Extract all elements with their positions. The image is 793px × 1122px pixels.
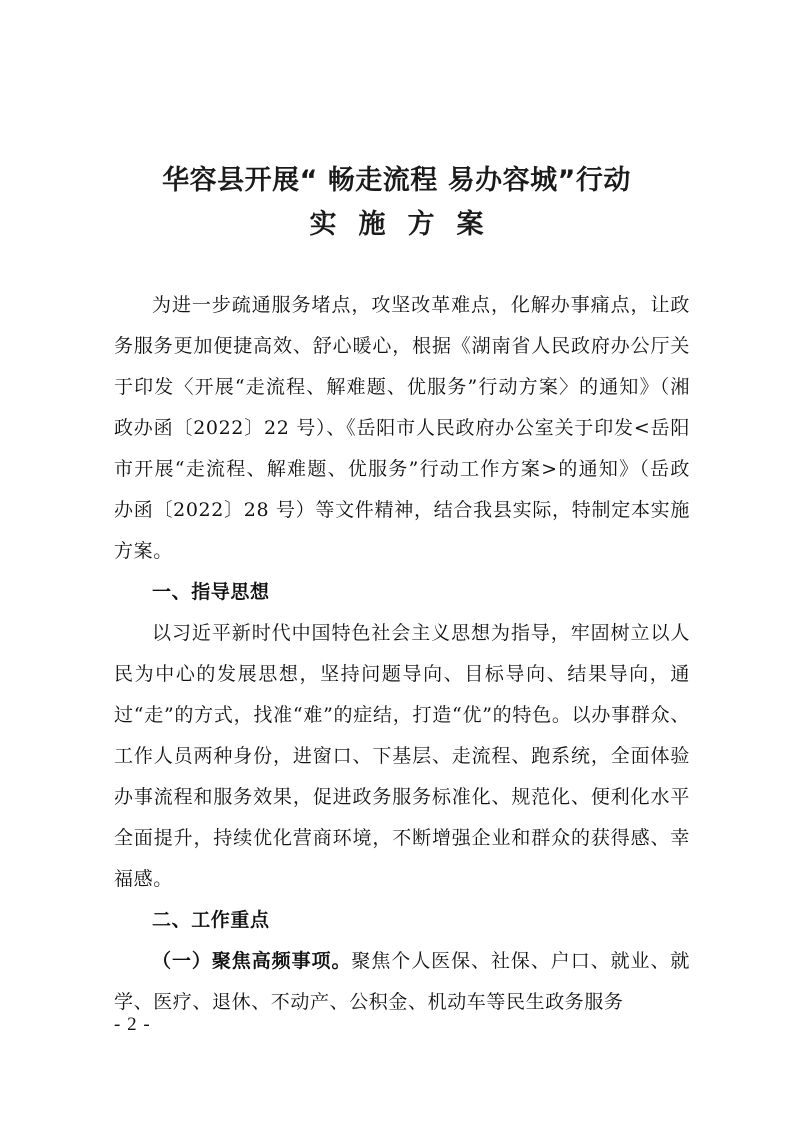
guiding-ideology-paragraph: 以习近平新时代中国特色社会主义思想为指导，牢固树立以人民为中心的发展思想，坚持问题导向、目标导向、结果导向，通过“走”的方式，找准“难”的症结，打造“优”的特色。以办事群众、工作人员两种身份，进窗口、下基层、走流程、跑系统，全面体验办事流程和服务效果，促进政务服务标准化、规范化、便利化水平全面提升，持续优化营商环境，不断增强企业和群众的获得感、幸福感。 bbox=[114, 622, 690, 890]
section-heading-guiding-ideology: 一、指导思想 bbox=[152, 581, 270, 603]
document-body bbox=[114, 285, 690, 1023]
section-heading-work-focus: 二、工作重点 bbox=[152, 909, 270, 931]
item-lead: （一）聚焦高频事项。 bbox=[152, 950, 352, 972]
document-subtitle: 实施方案 bbox=[309, 209, 506, 240]
item-text: 聚焦个人医保、社保、户口、就业、就学、医疗、退休、不动产、公积金、机动车等民生政务服务 bbox=[114, 950, 690, 1013]
page-number: - 2 - bbox=[114, 1014, 151, 1035]
work-focus-item-1 bbox=[114, 941, 690, 1023]
intro-paragraph: 为进一步疏通服务堵点，攻坚改革难点，化解办事痛点，让政务服务更加便捷高效、舒心暖心，根据《湖南省人民政府办公厅关于印发〈开展“走流程、解难题、优服务”行动方案〉的通知》（湘政办函〔2022〕22 号）、《岳阳市人民政府办公室关于印发<岳阳市开展“走流程、解难题、优服务”行动工作方案>的通知》（岳政办函〔2022〕28 号）等文件精神，结合我县实际，特制定本实施方案。 bbox=[114, 294, 690, 562]
document-title: 华容县开展“ 畅走流程 易办容城”行动 bbox=[162, 165, 631, 196]
